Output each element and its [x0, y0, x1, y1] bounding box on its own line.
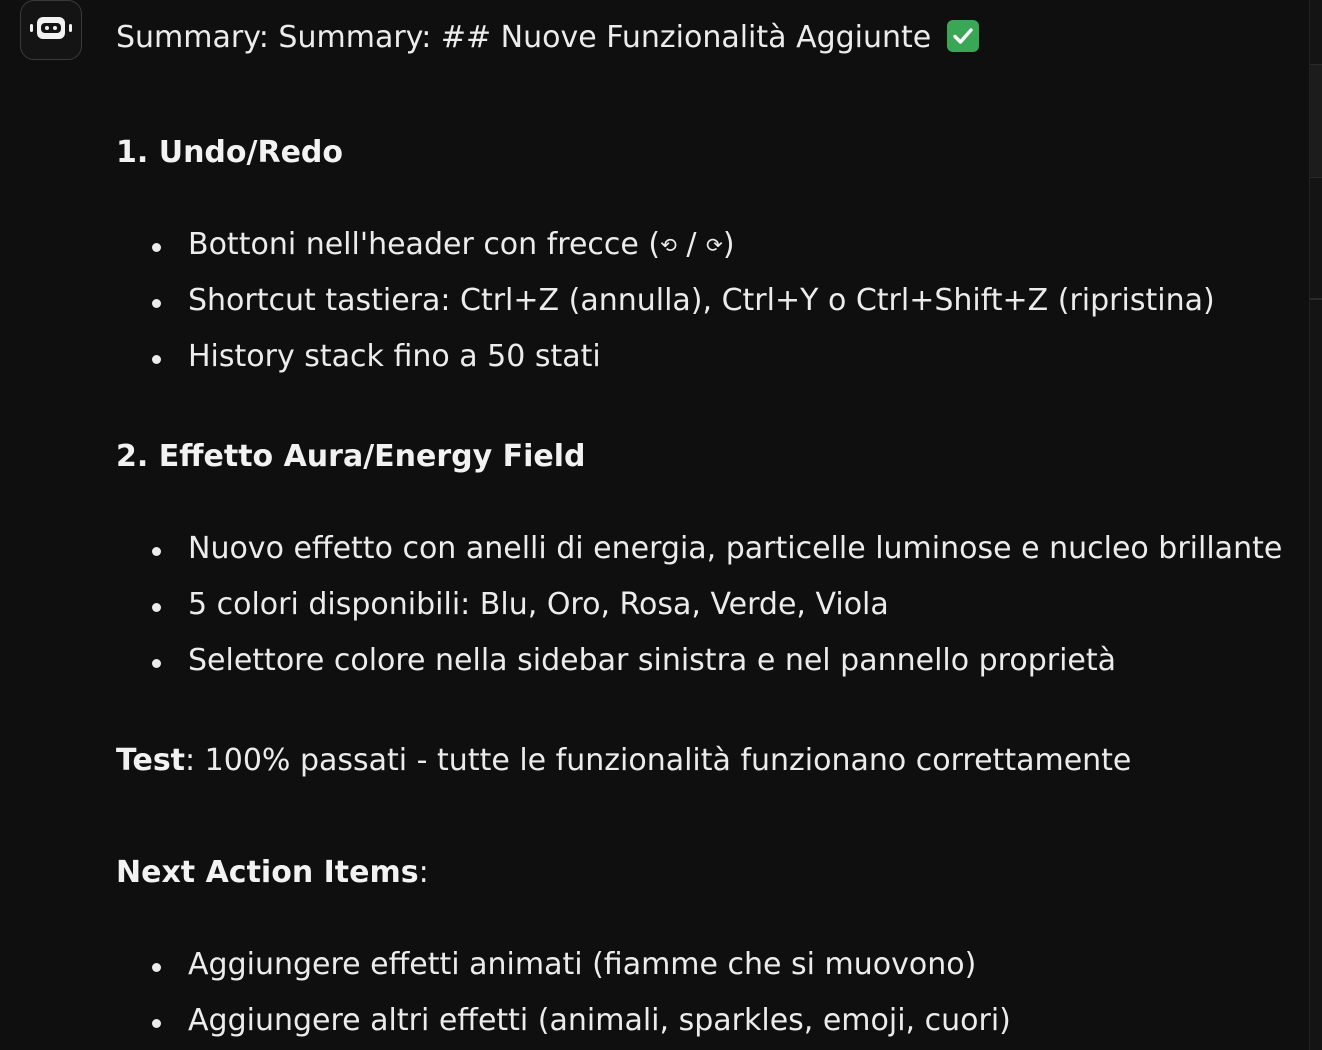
list-item-text: Bottoni nell'header con frecce ( — [188, 227, 661, 262]
next-actions-heading — [116, 855, 429, 890]
bullet-dot — [152, 603, 161, 612]
bullet-dot — [152, 355, 161, 364]
test-label: Test — [116, 743, 186, 778]
list-item-text: History stack fino a 50 stati — [188, 339, 601, 374]
list-item — [188, 587, 889, 622]
bot-icon — [30, 14, 72, 46]
scrollbar-thumb[interactable] — [1310, 64, 1322, 178]
list-item — [188, 1003, 1011, 1038]
bullet-dot — [152, 659, 161, 668]
list-item-text: Aggiungere altri effetti (animali, sparkles, emoji, cuori) — [188, 1003, 1011, 1038]
list-item-text: Nuovo effetto con anelli di energia, particelle luminose e nucleo brillante — [188, 531, 1283, 566]
list-item — [188, 643, 1116, 678]
redo-arrow-icon: ⟳ — [706, 233, 723, 257]
summary-text: Summary: Summary: ## Nuove Funzionalità Aggiunte — [116, 20, 932, 55]
section-heading-aura-effect: 2. Effetto Aura/Energy Field — [116, 439, 586, 474]
bullet-dot — [152, 963, 161, 972]
list-item — [188, 339, 601, 374]
list-item-text: Shortcut tastiera: Ctrl+Z (annulla), Ctrl+Y o Ctrl+Shift+Z (ripristina) — [188, 283, 1215, 318]
list-item — [188, 283, 1215, 318]
next-actions-suffix: : — [418, 855, 429, 890]
undo-arrow-icon: ⟲ — [660, 233, 677, 257]
summary-line — [116, 20, 979, 55]
bullet-dot — [152, 1019, 161, 1028]
list-item-text-end: ) — [722, 227, 735, 262]
list-item-text: 5 colori disponibili: Blu, Oro, Rosa, Verde, Viola — [188, 587, 889, 622]
test-text: : 100% passati - tutte le funzionalità funzionano correttamente — [185, 743, 1132, 778]
test-result — [116, 743, 1131, 778]
section-heading-undo-redo: 1. Undo/Redo — [116, 135, 344, 170]
list-item — [188, 947, 976, 982]
scrollbar-marker — [1310, 298, 1322, 300]
list-item-separator: / — [676, 227, 707, 262]
list-item — [188, 227, 735, 262]
bot-avatar — [20, 0, 82, 60]
check-mark-icon — [947, 20, 979, 52]
list-item — [188, 531, 1282, 566]
bullet-dot — [152, 547, 161, 556]
list-item-text: Selettore colore nella sidebar sinistra e nel pannello proprietà — [188, 643, 1117, 678]
next-actions-label: Next Action Items — [116, 855, 419, 890]
list-item-text: Aggiungere effetti animati (fiamme che si muovono) — [188, 947, 977, 982]
bullet-dot — [152, 299, 161, 308]
bullet-dot — [152, 243, 161, 252]
scrollbar[interactable] — [1309, 0, 1322, 1050]
